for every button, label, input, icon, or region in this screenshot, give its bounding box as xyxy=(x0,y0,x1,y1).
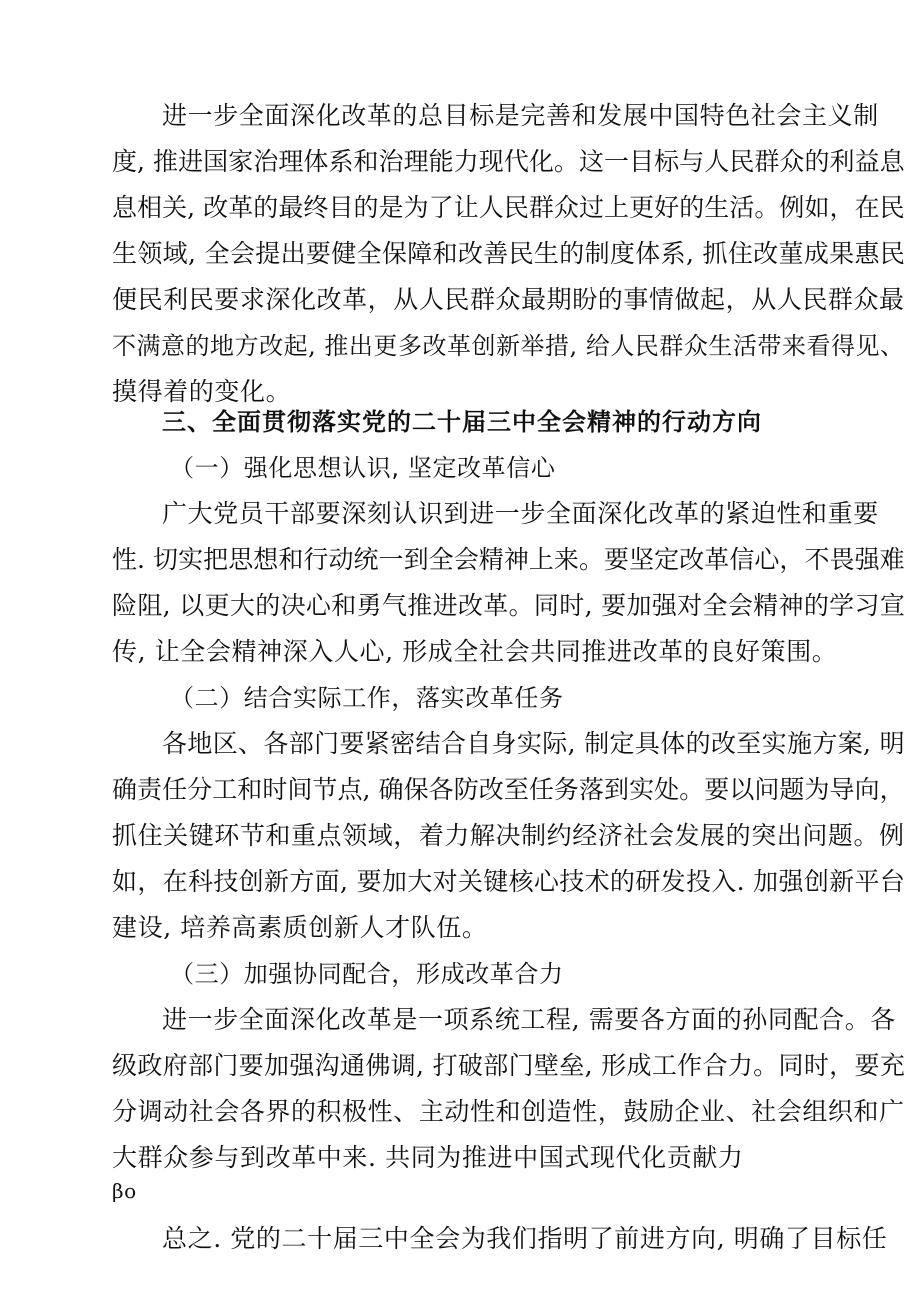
paragraph-3-line-1: 各地区、各部门要紧密结合自身实际, 制定具体的改至实施方案, 明 xyxy=(162,729,905,758)
paragraph-1-line-4: 生领域, 全会提出要健全保障和改善民生的制度体系, 抓住改菫成果惠民 xyxy=(112,239,906,268)
paragraph-2-line-4: 传, 让全会精神深入人心, 形成全社会共同推进改革的良好策围。 xyxy=(112,637,838,666)
paragraph-1-line-2: 度, 推进国家治理体系和治理能力现代化。这一目标与人民群众的利益息 xyxy=(112,147,905,176)
paragraph-4-line-5: βo xyxy=(112,1179,137,1203)
paragraph-4-line-1: 进一步全面深化改革是一项系统工程, 需要各方面的孙同配合。各 xyxy=(162,1005,896,1034)
paragraph-1-line-7: 摸得着的变化。 xyxy=(112,377,292,406)
paragraph-2-line-1: 广大党员干部要深刻认识到进一步全面深化改革的紧迫性和重要 xyxy=(162,499,879,528)
paragraph-2-line-3: 险阻, 以更大的决心和勇气推进改革。同时, 要加强对全会精神的学习宣 xyxy=(112,591,906,620)
paragraph-1-line-6: 不满意的地方改起, 推出更多改革创新举措, 给人民群众生活带来看得见、 xyxy=(112,332,905,360)
paragraph-1-line-5: 便民利民要求深化改革，从人民群众最期盼的事情做起，从人民群众最 xyxy=(112,285,905,314)
subheading-3: （三）加强协同配合，形成改革合力 xyxy=(170,960,564,988)
paragraph-1-line-1: 进一步全面深化改革的总目标是完善和发展中国特色社会主义制 xyxy=(162,101,879,130)
paragraph-3-line-2: 确责任分工和时间节点, 确保各防改至任务落到实处。要以问题为导向， xyxy=(112,775,905,804)
paragraph-3-line-4: 如，在科技创新方面, 要加大对关键核心技术的研发投入. 加强创新平台 xyxy=(112,867,906,896)
section-heading: 三、全面贯彻落实党的二十届三中全会精神的行动方向 xyxy=(162,408,762,436)
paragraph-5-line-1: 总之. 党的二十届三中全会为我们指明了前进方向, 明确了目标任 xyxy=(162,1224,888,1253)
subheading-1: （一）强化思想认识, 坚定改革信心 xyxy=(170,454,556,482)
subheading-2: （二）结合实际工作，落实改革任务 xyxy=(170,684,564,712)
paragraph-2-line-2: 性. 切实把思想和行动统一到全会精神上来。要坚定改革信心，不畏强难 xyxy=(112,545,905,574)
paragraph-3-line-3: 抓住关键环节和重点领域，着力解决制约经济社会发展的突出问题。例 xyxy=(112,821,905,850)
paragraph-4-line-2: 级政府部门要加强沟通佛调, 打破部门壁垒, 形成工作合力。同时，要充 xyxy=(112,1051,906,1080)
paragraph-1-line-3: 息相关, 改革的最终目的是为了让人民群众过上更好的生活。例如，在民 xyxy=(112,193,905,222)
paragraph-4-line-3: 分调动社会各界的积极性、主动性和创造性，鼓励企业、社会组织和广 xyxy=(112,1097,905,1126)
paragraph-4-line-4: 大群众参与到改革中来. 共同为推进中国式现代化贡献力 xyxy=(112,1143,744,1172)
paragraph-3-line-5: 建设, 培养高素质创新人才队伍。 xyxy=(112,913,488,942)
